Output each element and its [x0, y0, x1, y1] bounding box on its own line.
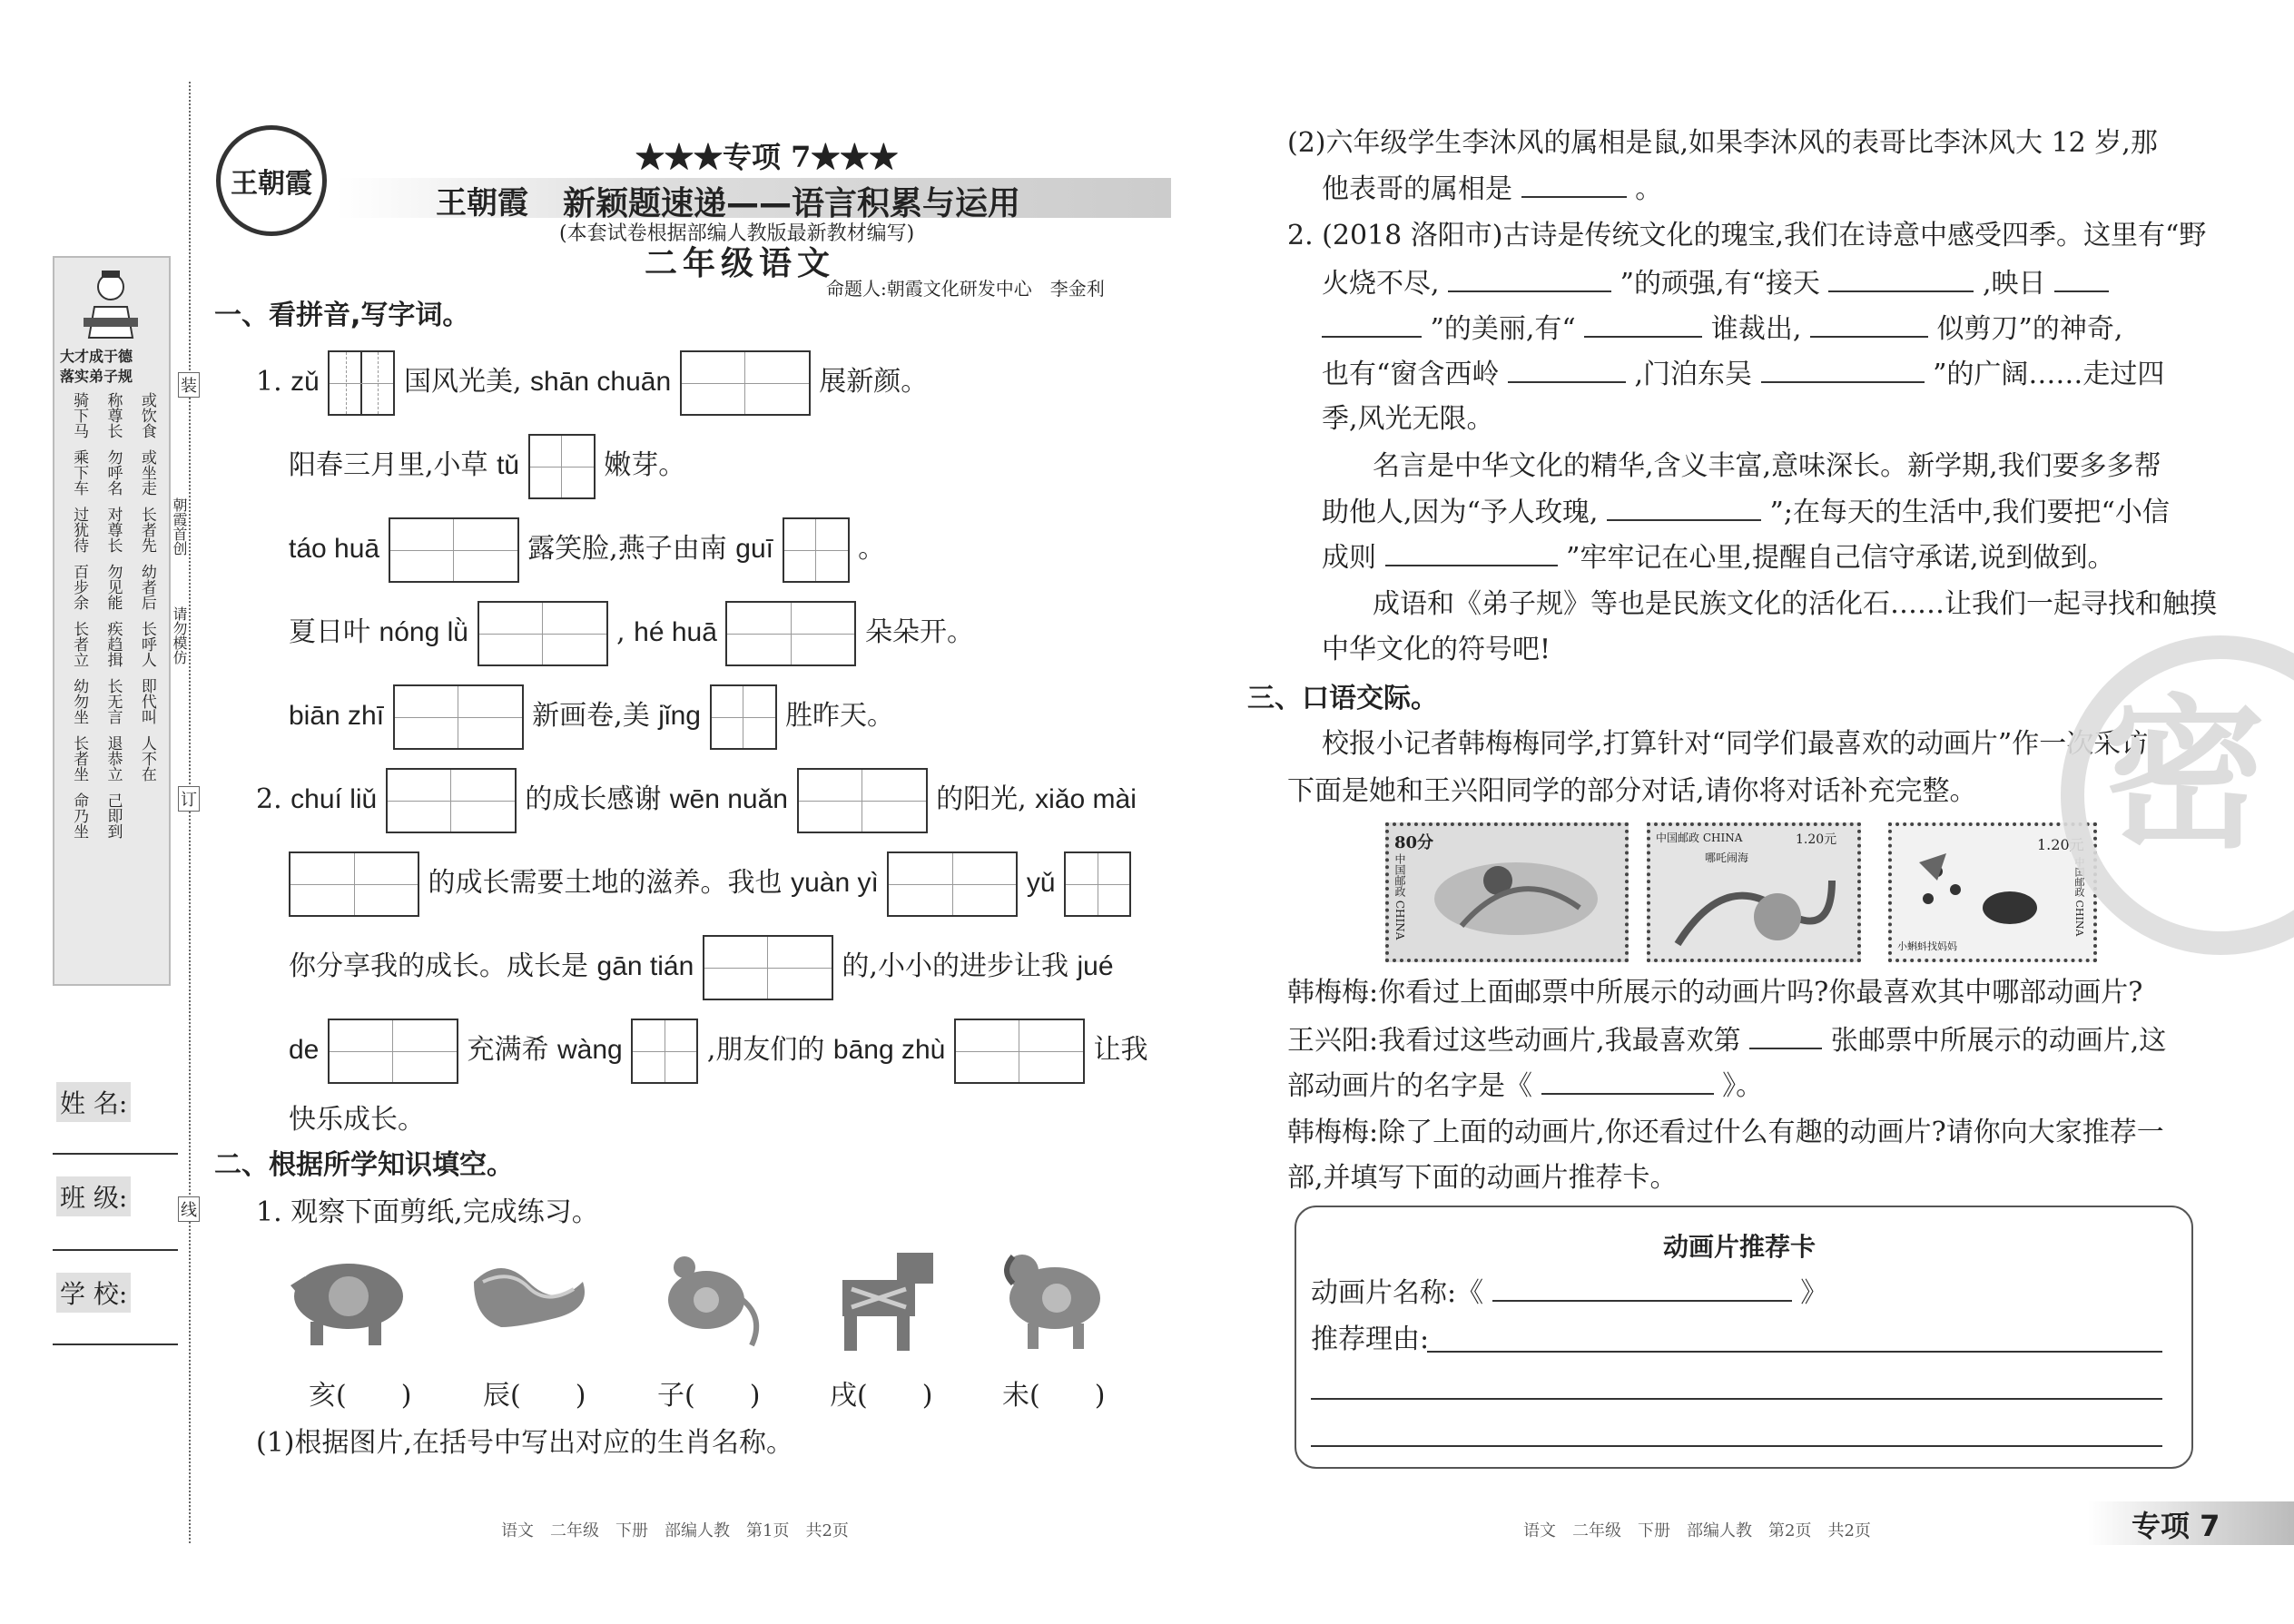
answer-box[interactable]: [328, 1019, 458, 1084]
animation-stamp-icon: [1669, 862, 1841, 957]
pinyin: jǐng: [658, 701, 701, 731]
answer-box[interactable]: [478, 601, 608, 666]
sheep-papercut-icon: [991, 1244, 1118, 1353]
answer-box[interactable]: [328, 350, 395, 416]
pinyin: nóng lǜ: [379, 617, 468, 647]
answer-blank[interactable]: [1541, 1068, 1714, 1095]
q3-1-prompt: (1)根据图片,在括号中写出对应的生肖名称。: [256, 1427, 794, 1459]
q5-line1: 名言是中华文化的精华,含义丰富,意味深长。新学期,我们要多多帮: [1373, 450, 2161, 482]
prompt-text: 你分享我的成长。成长是: [289, 950, 588, 982]
prompt-text: 国风光美,: [403, 366, 522, 398]
prompt-text: ”;在每天的生活中,我们要把“小信: [1769, 497, 2170, 528]
poem-cell: 长呼人: [137, 621, 156, 667]
card-reason-line-1[interactable]: [1427, 1351, 2162, 1353]
zodiac-label-dog: 戌( ): [830, 1380, 933, 1412]
stamp-2: [1647, 822, 1861, 962]
pinyin: chuí liǔ: [290, 784, 378, 814]
dog-papercut-icon: [824, 1244, 942, 1353]
answer-blank[interactable]: [1584, 310, 1702, 338]
prompt-text: 。: [1635, 173, 1663, 205]
section3-title: 三、口语交际。: [1247, 683, 1438, 714]
stamp-country: 中国邮政 CHINA: [1393, 853, 1406, 940]
pinyin: de: [289, 1035, 320, 1065]
stamp-first-label: 朝霞首创: [171, 497, 188, 556]
q1-line1: [256, 350, 928, 416]
answer-blank[interactable]: [1322, 310, 1422, 338]
prompt-text: 朵朵开。: [865, 616, 975, 648]
prompt-text: 阳春三月里,小草: [289, 449, 488, 481]
prompt-text: ”的美丽,有“: [1430, 313, 1576, 345]
q5-line2: [1322, 494, 2170, 531]
stamp-no-copy-label: 请勿模仿: [171, 606, 188, 664]
prompt-text: 嫩芽。: [604, 449, 686, 481]
answer-box[interactable]: [887, 851, 1018, 917]
prompt-text: 。: [858, 533, 886, 565]
poem-cell: 长者先: [137, 507, 156, 553]
card-reason-line-3[interactable]: [1311, 1445, 2162, 1447]
stamp-value: 1.20元: [1796, 832, 1837, 847]
section1-title: 一、看拼音,写字词。: [214, 300, 470, 331]
series-label: ★★★专项 7★★★: [635, 140, 899, 174]
pinyin: jué: [1077, 951, 1114, 981]
poem-cell: 长无言: [103, 678, 123, 724]
answer-box[interactable]: [1064, 851, 1131, 917]
card-reason-row: [1311, 1322, 1429, 1358]
prompt-text: 火烧不尽,: [1322, 268, 1440, 300]
sidebar-poem: [62, 392, 163, 839]
answer-box[interactable]: [389, 517, 519, 583]
poem-cell: 幼者后: [137, 564, 156, 610]
prompt-text: 充满希: [467, 1034, 549, 1066]
zodiac-label-sheep: 未( ): [1002, 1380, 1106, 1412]
binding-seal-1: 装: [178, 372, 200, 398]
s3-intro-line2: 下面是她和王兴阳同学的部分对话,请你将对话补充完整。: [1287, 775, 1977, 807]
answer-blank[interactable]: [1810, 310, 1928, 338]
poem-cell: 骑下马: [70, 392, 89, 438]
answer-blank[interactable]: [1508, 356, 1626, 383]
q2-line5: 快乐成长。: [289, 1104, 425, 1136]
answer-box[interactable]: [386, 768, 517, 833]
answer-box[interactable]: [783, 517, 850, 583]
scholar-icon: [82, 267, 140, 340]
name-field[interactable]: [53, 1153, 178, 1155]
poem-cell: 命乃坐: [70, 792, 89, 839]
name-label: 姓 名:: [56, 1082, 131, 1122]
q3-2-line1: (2)六年级学生李沐风的属相是鼠,如果李沐风的表哥比李沐风大 12 岁,那: [1287, 127, 2158, 159]
prompt-text: 的成长需要土地的滋养。我也: [428, 867, 783, 899]
grade-title: 二年级语文: [645, 245, 836, 282]
pinyin: hé huā: [634, 617, 717, 647]
prompt-text: 露笑脸,燕子由南: [527, 533, 727, 565]
stamp-value: 80分: [1394, 833, 1434, 852]
answer-box[interactable]: [393, 684, 524, 750]
poem-cell: 或坐走: [137, 449, 156, 496]
q1-line2: [289, 434, 685, 499]
pinyin: gān tián: [596, 951, 694, 981]
stamp-value: 1.20元: [2037, 836, 2084, 853]
poem-cell: 即代叫: [137, 678, 156, 724]
card-reason-line-2[interactable]: [1311, 1398, 2162, 1400]
poem-cell: 幼勿坐: [70, 678, 89, 724]
sidebar-panel: [53, 256, 171, 986]
binding-line: [189, 82, 191, 1543]
answer-blank[interactable]: [1761, 356, 1925, 383]
prompt-text: 》。: [1722, 1070, 1764, 1102]
stamp-country: 中国邮政 CHINA: [1656, 832, 1743, 844]
pinyin: yuàn yì: [791, 868, 879, 898]
zodiac-label-pig: 亥( ): [309, 1380, 412, 1412]
prompt-text: 他表哥的属相是: [1322, 173, 1512, 205]
pig-papercut-icon: [278, 1249, 414, 1349]
main-title: 新颖题速递——语言积累与运用: [563, 185, 1021, 222]
dialog-line-1: 韩梅梅:你看过上面邮票中所展示的动画片吗?你最喜欢其中哪部动画片?: [1287, 977, 2143, 1009]
q1-line5: [289, 684, 894, 750]
answer-box[interactable]: [797, 768, 928, 833]
pinyin: wēn nuǎn: [669, 784, 788, 814]
prompt-text: 似剪刀”的神奇,: [1936, 313, 2123, 345]
poem-cell: 称尊长: [103, 392, 123, 438]
prompt-text: 部动画片的名字是《: [1287, 1070, 1532, 1102]
pinyin: biān zhī: [289, 701, 385, 731]
answer-blank[interactable]: [2054, 265, 2109, 292]
prompt-text: 谁裁出,: [1710, 313, 1802, 345]
school-label: 学 校:: [56, 1273, 131, 1313]
q6-line2: 中华文化的符号吧!: [1322, 634, 1551, 665]
q1-line4: [289, 601, 974, 666]
pinyin: shān chuān: [530, 367, 672, 397]
answer-blank[interactable]: [1521, 171, 1627, 198]
poem-cell: 疾趋揖: [103, 621, 123, 667]
class-field[interactable]: [53, 1249, 178, 1251]
poem-cell: 或饮食: [137, 392, 156, 438]
q2-line3: [289, 935, 1114, 1000]
pinyin: xiǎo mài: [1035, 784, 1137, 814]
poem-cell: 乘下车: [70, 449, 89, 496]
stamp-3: [1888, 822, 2097, 962]
poem-cell: 勿见能: [103, 564, 123, 610]
q2-line1: [256, 768, 1137, 833]
answer-blank[interactable]: [1828, 265, 1974, 292]
card-reason-label: 推荐理由:: [1311, 1324, 1430, 1355]
school-field[interactable]: [53, 1343, 178, 1345]
prompt-text: 王兴阳:我看过这些动画片,我最喜欢第: [1287, 1025, 1741, 1057]
poem-cell: 过犹待: [70, 507, 89, 553]
stamp-caption: 小蝌蚪找妈妈: [1897, 940, 1957, 952]
pinyin: táo huā: [289, 534, 380, 564]
poem-cell: 人不在: [137, 735, 156, 782]
prompt-text: 助他人,因为“予人玫瑰,: [1322, 497, 1599, 528]
prompt-text: ”的广阔……走过四: [1933, 359, 2165, 390]
animation-stamp-icon: [1901, 844, 2064, 939]
q2-line2: [289, 851, 1131, 917]
logo-text: 王朝霞: [231, 168, 312, 200]
zodiac-label-rat: 子( ): [657, 1380, 761, 1412]
card-name-end: 》: [1800, 1277, 1828, 1309]
author-line: 命题人:朝霞文化研发中心 李金利: [826, 278, 1105, 300]
left-footer: 语文 二年级 下册 部编人教 第1页 共2页: [501, 1521, 849, 1540]
q4-line2: [1322, 265, 2109, 302]
recommendation-card: [1295, 1206, 2193, 1469]
animation-stamp-icon: [1425, 844, 1607, 948]
dragon-papercut-icon: [465, 1245, 601, 1345]
answer-box[interactable]: [954, 1019, 1085, 1084]
q5-line3: [1322, 539, 2115, 576]
poem-cell: 长者立: [70, 621, 89, 667]
q3-2-line2: [1322, 171, 1662, 208]
prompt-text: 展新颜。: [819, 366, 929, 398]
q4-line5: 季,风光无限。: [1322, 403, 1494, 435]
sidebar-slogan-2: 落实弟子规: [60, 368, 133, 385]
brand-name: 王朝霞: [436, 185, 528, 221]
q4-line4: [1322, 356, 2164, 393]
q4-line1: 2. (2018 洛阳市)古诗是传统文化的瑰宝,我们在诗意中感受四季。这里有“野: [1287, 220, 2207, 251]
dialog-line-4: 韩梅梅:除了上面的动画片,你还看过什么有趣的动画片?请你向大家推荐一: [1287, 1117, 2164, 1148]
dialog-line-2: [1287, 1022, 2166, 1059]
prompt-text: 的阳光,: [936, 783, 1027, 815]
section2-title: 二、根据所学知识填空。: [214, 1149, 514, 1181]
poem-cell: 对尊长: [103, 507, 123, 553]
prompt-text: ”的顽强,有“接天: [1620, 268, 1820, 300]
stamp-1: [1385, 822, 1629, 962]
q1-line3: [289, 517, 885, 583]
prompt-text: 胜昨天。: [785, 700, 895, 732]
stamp-caption: 哪吒闹海: [1705, 851, 1749, 864]
prompt-text: ,: [616, 616, 625, 648]
stamp-country: 中国邮政 CHINA: [2073, 857, 2085, 937]
answer-box[interactable]: [703, 935, 833, 1000]
zodiac-label-dragon: 辰( ): [483, 1380, 586, 1412]
prompt-text: 成则: [1322, 542, 1376, 574]
answer-box[interactable]: [725, 601, 856, 666]
card-name-input[interactable]: [1492, 1275, 1792, 1302]
prompt-text: 的成长感谢: [525, 783, 662, 815]
pinyin: yǔ: [1026, 868, 1056, 898]
card-name-label: 动画片名称:《: [1311, 1277, 1484, 1309]
dialog-line-3: [1287, 1068, 1763, 1105]
pinyin: zǔ: [290, 367, 320, 397]
prompt-text: 让我: [1093, 1034, 1148, 1066]
answer-box[interactable]: [680, 350, 811, 416]
answer-box[interactable]: [631, 1019, 698, 1084]
q2-line4: [289, 1019, 1147, 1084]
q3-prompt: 1. 观察下面剪纸,完成练习。: [256, 1196, 599, 1228]
pinyin: bāng zhù: [832, 1035, 946, 1065]
watermark-glyph: 密: [2102, 679, 2267, 871]
prompt-text: 张邮票中所展示的动画片,这: [1830, 1025, 2167, 1057]
binding-seal-2: 订: [178, 786, 200, 812]
prompt-text: 的,小小的进步让我: [842, 950, 1068, 982]
prompt-text: ,映日: [1982, 268, 2046, 300]
answer-blank[interactable]: [1385, 539, 1558, 566]
dialog-line-5: 部,并填写下面的动画片推荐卡。: [1287, 1162, 1678, 1194]
poem-cell: 己即到: [103, 792, 123, 839]
question-number: 2.: [256, 783, 282, 815]
subtitle: (本套试卷根据部编人教版最新教材编写): [559, 222, 915, 245]
answer-blank[interactable]: [1607, 494, 1761, 521]
pinyin: guī: [735, 534, 773, 564]
prompt-text: ,门泊东吴: [1634, 359, 1752, 390]
card-title: 动画片推荐卡: [1663, 1232, 1816, 1262]
question-number: 1.: [256, 366, 282, 398]
card-name-row: [1311, 1275, 1827, 1312]
sidebar-slogan-1: 大才成于德: [60, 348, 133, 365]
right-footer: 语文 二年级 下册 部编人教 第2页 共2页: [1523, 1521, 1871, 1540]
answer-box[interactable]: [528, 434, 596, 499]
pinyin: wàng: [557, 1035, 623, 1065]
poem-cell: 百步余: [70, 564, 89, 610]
prompt-text: ,朋友们的: [706, 1034, 825, 1066]
rat-papercut-icon: [652, 1245, 770, 1354]
prompt-text: ”牢牢记在心里,提醒自己信守承诺,说到做到。: [1566, 542, 2115, 574]
poem-cell: 勿呼名: [103, 449, 123, 496]
answer-blank[interactable]: [1448, 265, 1611, 292]
poem-cell: 长者坐: [70, 735, 89, 782]
q6-line1: 成语和《弟子规》等也是民族文化的活化石……让我们一起寻找和触摸: [1373, 588, 2217, 620]
prompt-text: 也有“窗含西岭: [1322, 359, 1500, 390]
answer-box[interactable]: [710, 684, 777, 750]
answer-blank[interactable]: [1749, 1022, 1822, 1049]
prompt-text: 夏日叶: [289, 616, 370, 648]
q4-line3: [1322, 310, 2122, 348]
corner-label: 专项 7: [2132, 1509, 2220, 1543]
pinyin: tǔ: [497, 450, 520, 480]
answer-box[interactable]: [289, 851, 419, 917]
brand-logo: [216, 125, 327, 236]
prompt-text: 新画卷,美: [532, 700, 650, 732]
binding-seal-3: 线: [178, 1196, 200, 1222]
s3-intro-line1: 校报小记者韩梅梅同学,打算针对“同学们最喜欢的动画片”作一次采访,: [1322, 728, 2157, 760]
poem-cell: 退恭立: [103, 735, 123, 782]
class-label: 班 级:: [56, 1176, 131, 1216]
